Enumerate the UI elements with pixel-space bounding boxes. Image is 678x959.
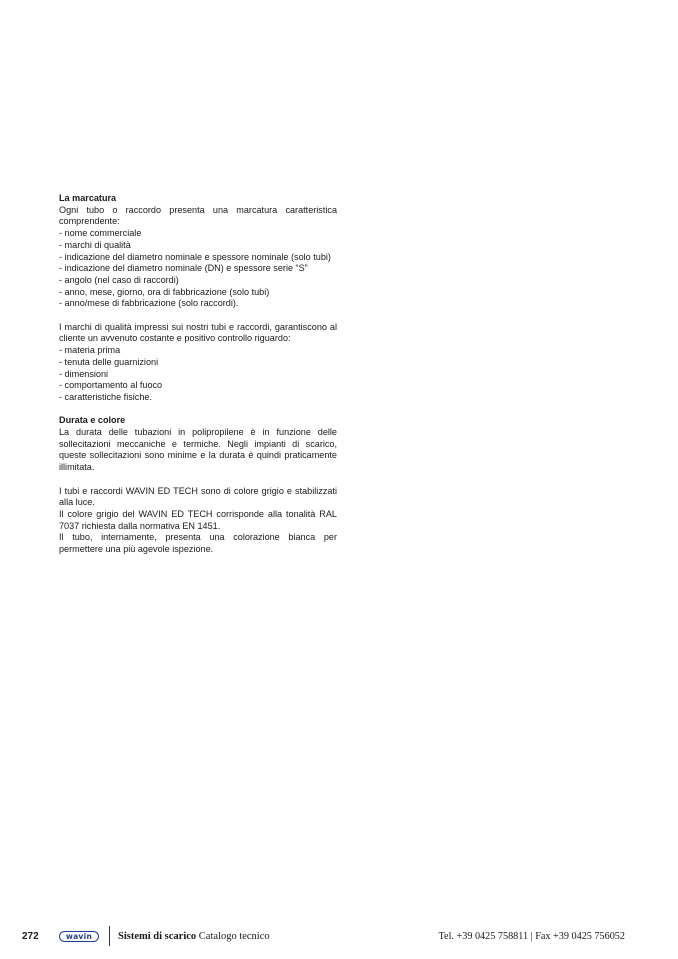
- list-item: - anno/mese di fabbricazione (solo raccordi).: [59, 298, 239, 309]
- list-item: - angolo (nel caso di raccordi): [59, 274, 179, 285]
- page-number: 272: [22, 931, 39, 942]
- quality-intro: I marchi di qualità impressi sui nostri tubi e raccordi, garantiscono al cliente un avvenuto costante e positivo controllo riguardo:: [59, 321, 337, 344]
- list-item: - anno, mese, giorno, ora di fabbricazione (solo tubi): [59, 286, 270, 297]
- contact-info: Tel. +39 0425 758811 | Fax +39 0425 756052: [438, 931, 625, 942]
- marcatura-intro: Ogni tubo o raccordo presenta una marcatura caratteristica comprendente:: [59, 204, 337, 227]
- catalog-title: [118, 931, 270, 942]
- list-item: - indicazione del diametro nominale (DN) e spessore serie “S”: [59, 263, 308, 274]
- list-item: - dimensioni: [59, 368, 109, 379]
- colore-paragraph-3: Il tubo, internamente, presenta una colorazione bianca per permettere una più agevole ispezione.: [59, 532, 337, 555]
- list-item: - marchi di qualità: [59, 239, 131, 250]
- logo-text: wavin: [65, 931, 93, 941]
- page-footer: [0, 926, 678, 948]
- section-title-marcatura: La marcatura: [59, 193, 117, 203]
- wavin-logo: [59, 931, 99, 942]
- footer-divider: [109, 926, 110, 946]
- colore-paragraph-1: I tubi e raccordi WAVIN ED TECH sono di colore grigio e stabilizzati alla luce.: [59, 485, 337, 508]
- catalog-title-rest: Catalogo tecnico: [196, 931, 270, 942]
- list-item: - caratteristiche fisiche.: [59, 391, 152, 402]
- main-text-column: [59, 193, 337, 556]
- marcatura-list: [59, 228, 337, 310]
- list-item: - tenuta delle guarnizioni: [59, 356, 159, 367]
- colore-paragraph-2: Il colore grigio del WAVIN ED TECH corrisponde alla tonalità RAL 7037 richiesta dalla normativa EN 1451.: [59, 508, 337, 531]
- list-item: - indicazione del diametro nominale e spessore nominale (solo tubi): [59, 251, 331, 262]
- quality-list: [59, 345, 337, 404]
- section-title-durata: Durata e colore: [59, 415, 126, 426]
- durata-paragraph: La durata delle tubazioni in polipropilene è in funzione delle sollecitazioni meccaniche e termiche. Negli impianti di scarico, queste sollecitazioni sono minime e la durata è quindi praticamente illimitata.: [59, 427, 337, 473]
- list-item: - comportamento al fuoco: [59, 380, 163, 391]
- list-item: - materia prima: [59, 345, 121, 356]
- list-item: - nome commerciale: [59, 228, 142, 239]
- catalog-title-bold: Sistemi di scarico: [118, 931, 197, 942]
